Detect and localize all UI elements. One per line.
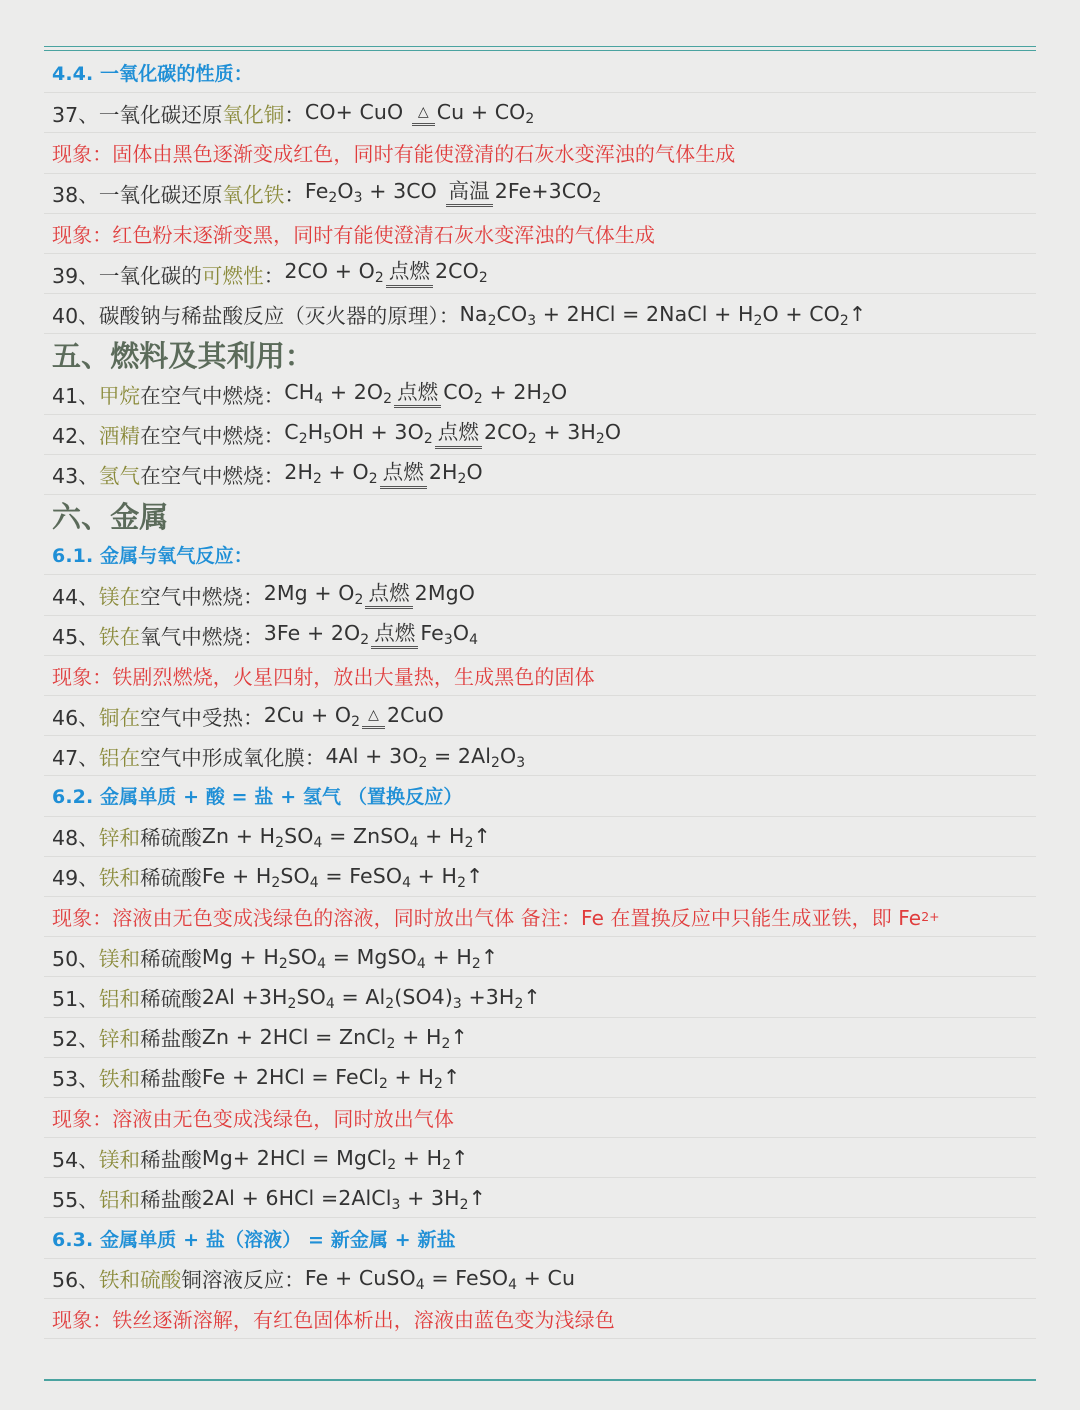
chemical-equation [201,1185,486,1213]
reactant-highlight: 氧化铜 [222,102,285,127]
formula-text: 2H [428,460,458,485]
reaction-desc-tail: 稀硫酸 [140,946,202,971]
subscript: 3 [443,631,453,648]
subscript: 2 [433,1076,443,1093]
reaction-desc-tail: ： [263,263,285,288]
chemical-equation [264,703,444,729]
subscript: 3 [516,754,526,771]
formula-text: = MgSO [326,944,417,969]
observation-line [44,1098,1036,1138]
reactant-highlight: 铁在 [98,625,141,650]
subsection-title: 6.2. 金属单质 + 酸 = 盐 + 氢气 （置换反应） [44,776,1036,816]
chemical-equation [459,301,867,329]
subscript: 4 [508,1277,518,1294]
subscript: 2 [275,835,285,852]
equation-number: 47、 [52,745,99,770]
formula-text: ↑ [451,1145,469,1170]
formula-text: ↑ [466,864,484,889]
formula-text: = FeSO [424,1266,509,1291]
subscript: 2 [441,1035,451,1052]
equation-number: 39、 [52,263,99,288]
formula-text: 2Al +3H [201,984,288,1009]
formula-text: = ZnSO [322,824,410,849]
equation-number: 53、 [52,1067,99,1092]
formula-text: 3Fe + 2O [263,620,361,645]
equation-line [44,455,1036,495]
equation-number: 44、 [52,585,99,610]
reactant-highlight: 镁和 [98,946,141,971]
reaction-desc-tail: 稀硫酸 [140,986,202,1011]
reaction-desc-tail: 氧气中燃烧： [140,625,264,650]
formula-text: 2MgO [414,580,475,605]
formula-text: CO [496,301,528,326]
subscript: 4 [309,875,319,892]
formula-text: CO+ CuO [304,99,410,124]
chemical-equation [284,380,567,409]
reactant-highlight: 铁和硫酸 [98,1268,182,1293]
subscript: 4 [325,995,335,1012]
formula-text: + H [396,1145,443,1170]
formula-text: + H [395,1025,442,1050]
subscript: 2 [423,430,433,447]
formula-text: ↑ [468,1185,486,1210]
equation-line [44,1058,1036,1098]
subscript: 2 [471,955,481,972]
subscript: 2 [287,995,297,1012]
equation-line [44,254,1036,294]
formula-text: + 2H [482,379,543,404]
subscript: 2 [386,1035,396,1052]
reaction-desc-tail: 稀盐酸 [140,1187,202,1212]
formula-text: Na [459,301,488,326]
equation-number: 37、 [52,102,99,127]
formula-text: SO [296,984,326,1009]
formula-text: O [604,420,622,445]
formula-text: ↑ [480,944,499,969]
chemical-equation [201,1065,461,1093]
formula-text: O [551,379,568,404]
reaction-desc: 一氧化碳的 [98,263,202,288]
reactant-highlight: 铁和 [98,1067,141,1092]
equation-number: 50、 [52,946,99,971]
subscript: 2 [491,754,500,771]
formula-text: + 3H [400,1185,460,1210]
equation-line [44,817,1036,857]
subscript: 2 [753,312,763,329]
equation-number: 40、 [52,303,99,328]
formula-text: + Cu [517,1266,576,1291]
subscript: 2 [385,995,395,1012]
reactant-highlight: 铜在 [98,705,141,730]
equation-line [44,93,1036,133]
subscript: 2 [487,312,497,329]
subsection-title: 4.4. 一氧化碳的性质： [44,53,1036,93]
reactant-highlight: 氢气 [98,464,141,489]
subscript: 2 [527,430,537,447]
subscript: 4 [313,835,323,852]
equation-line [44,736,1036,776]
formula-text: Fe + 2HCl = FeCl [201,1065,379,1090]
subscript: 2 [360,631,370,648]
reaction-desc: 一氧化碳还原 [98,102,223,127]
subscript: 2 [514,995,524,1012]
observation-text: 现象：固体由黑色逐渐变成红色，同时有能使澄清的石灰水变浑浊的气体生成 [52,142,736,167]
subscript: 3 [391,1196,401,1213]
formula-text: Zn + H [201,824,276,849]
formula-text: + H [411,864,458,889]
formula-text: + H [425,944,472,969]
formula-text: 2Fe+3CO [494,178,593,203]
equation-number: 55、 [52,1187,99,1212]
chemical-equation [201,1025,468,1052]
equation-line [44,1259,1036,1299]
subscript: 4 [317,955,327,972]
formula-text: 4Al + 3O [325,743,419,768]
reactant-highlight: 锌和 [98,1027,141,1052]
reaction-desc-tail: ： [284,102,305,127]
equation-number: 42、 [52,424,99,449]
formula-text: O [466,460,483,485]
formula-text: CH [284,379,315,404]
equation-number: 38、 [52,183,99,208]
reaction-desc-tail: 在空气中燃烧： [140,424,285,449]
formula-text: Fe + CuSO [304,1266,416,1291]
equation-number: 56、 [52,1268,99,1293]
reactant-highlight: 甲烷 [98,384,141,409]
reactant-highlight: 氧化铁 [222,183,285,208]
subscript: 2 [278,955,288,972]
equation-line [44,1018,1036,1058]
reactant-highlight: 铝和 [98,986,141,1011]
subscript: 2 [328,189,338,206]
formula-text: Zn + 2HCl = ZnCl [201,1025,387,1050]
formula-text: ↑ [523,984,541,1009]
formula-text: Fe + H [201,864,272,889]
subscript: 4 [469,631,479,648]
observation-text: 现象：铁剧烈燃烧，火星四射，放出大量热，生成黑色的固体 [52,664,595,689]
subscript: 2 [351,713,361,730]
top-rule-inner [44,50,1036,51]
subscript: 2 [378,1076,388,1093]
reaction-desc-tail: 稀盐酸 [140,1067,202,1092]
equation-line [44,294,1036,334]
reaction-desc-tail: 铜溶液反应： [181,1268,305,1293]
observation-text: 现象：红色粉末逐渐变黑，同时有能使澄清石灰水变浑浊的气体生成 [52,222,655,247]
observation-line [44,656,1036,696]
bottom-rule [44,1379,1036,1381]
subscript: 2 [442,1156,452,1173]
reaction-condition: 点燃 [371,623,418,650]
subscript: 2 [464,835,474,852]
formula-text: + O [321,460,369,485]
reactant-highlight: 锌和 [98,826,141,851]
formula-text: 2CO [483,420,528,445]
chemical-equation [304,1266,576,1294]
subscript: 5 [323,430,333,447]
equation-line [44,616,1036,656]
subscript: 3 [527,312,537,329]
equation-line [44,696,1036,736]
chemical-equation [201,864,484,892]
chemical-equation [201,824,491,852]
subscript: 2 [595,430,605,447]
reactant-highlight: 铝在 [98,745,141,770]
subscript: 2 [374,270,384,287]
equation-line [44,937,1036,977]
observation-line [44,1299,1036,1339]
formula-text: Fe [304,178,329,203]
subscript: 2 [354,591,364,608]
formula-text: SO [287,944,318,969]
chemical-equation [201,1145,469,1173]
equation-number: 45、 [52,625,99,650]
reaction-condition: 点燃 [380,462,427,489]
formula-text: 2CO [435,259,479,284]
formula-text: ↑ [450,1025,468,1050]
subscript: 2 [592,189,602,206]
observation-text: 现象：溶液由无色变成浅绿色的溶液，同时放出气体 备注：Fe 在置换反应中只能生成亚铁，即 Fe [52,906,922,931]
reaction-condition: 点燃 [435,422,482,449]
formula-text: = 2Al [427,743,491,768]
subscript: 2 [478,270,488,287]
subscript: 2 [473,390,483,407]
equation-number: 41、 [52,384,99,409]
formula-text: OH + 3O [332,420,424,445]
formula-text: Fe [420,620,444,645]
subscript: 2 [271,875,281,892]
chemical-equation [201,944,499,972]
reactant-highlight: 铁和 [98,866,141,891]
formula-text: ↑ [848,301,867,326]
subscript: 2 [312,471,322,488]
formula-text: SO [284,824,314,849]
formula-text: + 3CO [362,178,444,203]
reaction-desc-tail: 稀硫酸 [140,826,202,851]
equation-line [44,174,1036,214]
equation-line [44,415,1036,455]
reaction-desc-tail: 稀盐酸 [140,1147,202,1172]
reaction-desc: 碳酸钠与稀盐酸反应（灭火器的原理）： [98,303,460,328]
formula-text: 2CuO [386,702,444,727]
subscript: 2 [418,754,428,771]
chemical-equation [305,179,601,208]
formula-text: O + CO [762,301,840,326]
equation-line [44,857,1036,897]
reaction-desc-tail: 在空气中燃烧： [140,464,285,489]
reaction-condition: 点燃 [394,382,441,409]
formula-text: Mg + H [201,944,279,969]
chemical-equation [264,621,478,650]
subscript: 4 [314,390,324,407]
reaction-desc: 一氧化碳还原 [98,183,223,208]
formula-text: 2Mg + O [263,580,355,605]
equation-number: 52、 [52,1027,99,1052]
formula-text: ↑ [473,824,491,849]
reaction-desc-tail: 在空气中燃烧： [140,384,285,409]
subscript: 2 [383,390,393,407]
formula-text: 2H [284,460,313,485]
equation-line [44,375,1036,415]
equation-line [44,1178,1036,1218]
subscript: 2 [457,875,467,892]
subscript: 2 [387,1156,397,1173]
reactant-highlight: 酒精 [98,424,141,449]
subscript: 2 [457,471,467,488]
document-body [44,53,1036,1339]
equation-number: 48、 [52,826,99,851]
reaction-condition: 点燃 [365,583,412,610]
observation-line: 现象：溶液由无色变成浅绿色的溶液，同时放出气体 备注：Fe 在置换反应中只能生成亚铁，即 Fe 2+ [44,897,1036,937]
reaction-condition: △ [362,708,385,729]
chemical-equation [264,581,475,610]
reaction-condition: △ [412,105,435,126]
chemical-equation [201,984,541,1012]
reactant-highlight: 镁在 [98,585,141,610]
formula-text: H [307,420,324,445]
reaction-desc-tail: 稀盐酸 [140,1027,202,1052]
equation-line [44,977,1036,1017]
subsection-title: 6.1. 金属与氧气反应： [44,535,1036,575]
equation-number: 46、 [52,705,99,730]
subscript: 4 [416,955,426,972]
chemical-equation [284,460,482,489]
reaction-desc-tail: ： [284,183,305,208]
formula-text: O [499,743,517,768]
formula-text: CO [443,379,474,404]
formula-text: O [452,620,470,645]
section-heading: 五、燃料及其利用： [52,338,314,373]
reaction-desc-tail: 空气中形成氧化膜： [140,745,326,770]
reaction-desc-tail: 稀硫酸 [140,866,202,891]
subscript: 4 [402,875,412,892]
chemical-equation [305,100,534,126]
chemical-equation [284,420,621,449]
equation-number: 54、 [52,1147,99,1172]
formula-text: + 2O [323,379,384,404]
formula-text: O [337,178,354,203]
reaction-condition: 点燃 [386,261,433,288]
formula-text: + H [418,824,465,849]
subscript: 3 [353,189,363,206]
equation-line [44,575,1036,615]
section-heading: 六、金属 [52,499,169,534]
chemical-equation [325,743,526,771]
equation-number: 49、 [52,866,99,891]
subscript: 4 [409,835,419,852]
formula-text: = Al [334,984,386,1009]
formula-text: + 2HCl = 2NaCl + H [536,301,754,326]
subscript: 2 [368,471,378,488]
formula-text: + H [387,1065,434,1090]
reaction-desc-tail: 空气中受热： [140,705,264,730]
observation-text: 现象：铁丝逐渐溶解，有红色固体析出，溶液由蓝色变为浅绿色 [52,1307,615,1332]
observation-line [44,214,1036,254]
subscript: 2 [839,312,849,329]
equation-number: 43、 [52,464,99,489]
reactant-highlight: 铝和 [98,1187,141,1212]
subscript: 2 [525,110,535,127]
formula-text: (SO4) [394,984,453,1009]
subscript: 2 [459,1196,469,1213]
subscript: 3 [452,995,462,1012]
equation-line [44,1138,1036,1178]
reaction-condition: 高温 [446,181,493,208]
reactant-highlight: 可燃性 [201,263,264,288]
formula-text: Cu + CO [436,99,526,124]
formula-text: +3H [461,984,515,1009]
reactant-highlight: 镁和 [98,1147,141,1172]
formula-text: ↑ [442,1065,461,1090]
formula-text: Mg+ 2HCl = MgCl [201,1145,388,1170]
observation-line [44,133,1036,173]
formula-text: + 3H [536,420,596,445]
formula-text: SO [280,864,310,889]
subscript: 2 [542,390,552,407]
subsection-title: 6.3. 金属单质 + 盐（溶液） = 新金属 + 新盐 [44,1218,1036,1258]
formula-text: = FeSO [318,864,403,889]
formula-text: 2Cu + O [263,702,352,727]
equation-number: 51、 [52,986,99,1011]
observation-text: 现象：溶液由无色变成浅绿色，同时放出气体 [52,1106,454,1131]
top-rule [44,46,1036,47]
subscript: 4 [415,1277,425,1294]
chemical-equation [284,259,487,288]
subscript: 2 [298,430,308,447]
reaction-desc-tail: 空气中燃烧： [140,585,264,610]
formula-text: C [284,420,299,445]
formula-text: 2Al + 6HCl =2AlCl [201,1185,392,1210]
formula-text: 2CO + O [284,259,375,284]
